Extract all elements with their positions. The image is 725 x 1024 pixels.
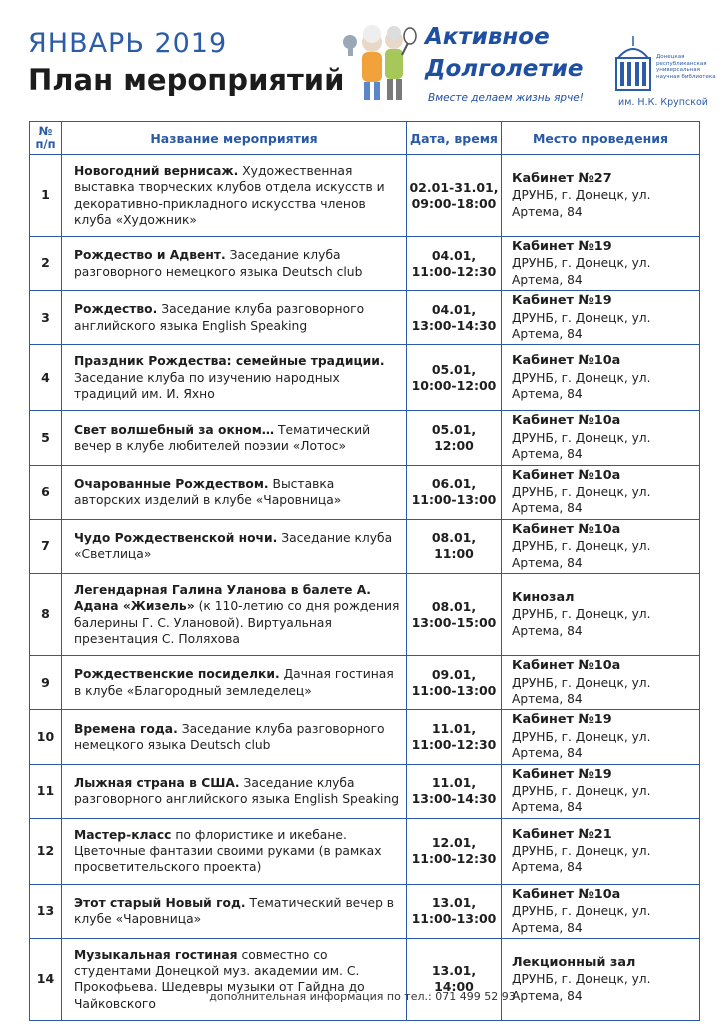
event-title: Рождество и Адвент.: [74, 248, 226, 263]
event-date-day: 05.01,: [431, 422, 477, 438]
elderly-couple-illustration: [342, 20, 420, 104]
event-date-day: 04.01,: [431, 247, 477, 263]
event-place: [502, 710, 700, 764]
event-room: Кабинет №19: [512, 712, 612, 728]
event-date-time: 11:00-13:00: [411, 682, 497, 698]
event-title: Рождественские посиделки.: [74, 667, 280, 682]
event-date: [407, 237, 502, 291]
event-room: Кабинет №19: [512, 239, 612, 254]
page-title: План мероприятий: [28, 63, 345, 97]
table-row: [30, 345, 700, 411]
event-address: ДРУНБ, г. Донецк, ул. Артема, 84: [512, 729, 651, 761]
event-description: Художественная выставка творческих клубов отдела искусств и декоративно-прикладного искусства членов клуба «Художник»: [74, 163, 385, 227]
event-address: ДРУНБ, г. Донецк, ул. Артема, 84: [512, 370, 651, 402]
event-name: [62, 155, 407, 237]
event-description: Тематический вечер в клубе любителей поэзии «Лотос»: [74, 422, 371, 454]
event-place: [502, 818, 700, 884]
row-number: 5: [30, 411, 62, 465]
event-date-time: 13:00-14:30: [411, 791, 497, 807]
header-num: [30, 122, 62, 155]
month-title: ЯНВАРЬ 2019: [28, 28, 228, 59]
event-address: ДРУНБ, г. Донецк, ул. Артема, 84: [512, 256, 651, 287]
event-date: [407, 291, 502, 345]
event-room: Кабинет №10а: [512, 467, 621, 483]
event-name: [62, 411, 407, 465]
event-description: по флористике и икебане. Цветочные фантазии своими руками (в рамках просветительского проекта): [74, 827, 382, 875]
event-place: [502, 884, 700, 938]
event-date-day: 05.01,: [431, 361, 477, 377]
event-date-day: 12.01,: [431, 835, 477, 851]
row-number: 8: [30, 574, 62, 656]
event-date: [407, 938, 502, 1020]
row-number: 12: [30, 818, 62, 884]
event-date-time: 14:00: [434, 979, 474, 995]
table-row: [30, 574, 700, 656]
event-name: [62, 884, 407, 938]
table-row: [30, 764, 700, 818]
event-title: Музыкальная гостиная: [74, 947, 238, 962]
events-table-container: [29, 121, 699, 1021]
event-room: Кабинет №10а: [512, 413, 621, 429]
logo-line-1: Активное: [425, 24, 550, 50]
event-description: Заседание клуба «Светлица»: [74, 531, 393, 562]
event-room: Кабинет №10а: [512, 886, 621, 902]
event-date-day: 06.01,: [431, 476, 477, 492]
event-name: [62, 519, 407, 573]
event-address: ДРУНБ, г. Донецк, ул. Артема, 84: [512, 607, 651, 638]
row-number: 14: [30, 938, 62, 1020]
row-number: 7: [30, 519, 62, 573]
event-description: совместно со студентами Донецкой муз. академии им. С. Прокофьева. Шедевры музыки от Гайдна до Чайковского: [74, 947, 365, 1011]
event-date-time: 13:00-14:30: [411, 317, 497, 333]
table-row: [30, 465, 700, 519]
event-date: [407, 764, 502, 818]
row-number: 11: [30, 764, 62, 818]
event-room: Кабинет №10а: [512, 353, 621, 369]
event-date-day: 11.01,: [431, 720, 477, 736]
event-date-day: 08.01,: [431, 598, 477, 614]
event-room: Кабинет №19: [512, 293, 612, 309]
event-title: Праздник Рождества: семейные традиции.: [74, 354, 385, 369]
event-title: Чудо Рождественской ночи.: [74, 531, 278, 546]
event-address: ДРУНБ, г. Донецк, ул. Артема, 84: [512, 485, 651, 516]
event-title: Легендарная Галина Уланова в балете А. Адана «Жизель»: [74, 582, 371, 614]
event-room: Кабинет №10а: [512, 521, 621, 537]
event-place: [502, 764, 700, 818]
event-date-time: 11:00-12:30: [411, 851, 497, 867]
table-row: [30, 519, 700, 573]
table-row: [30, 155, 700, 237]
event-date: [407, 519, 502, 573]
header-date: Дата, время: [407, 122, 502, 155]
event-room: Лекционный зал: [512, 954, 636, 970]
event-date-time: 09:00-18:00: [411, 195, 497, 211]
event-title: Свет волшебный за окном…: [74, 422, 275, 437]
event-address: ДРУНБ, г. Донецк, ул. Артема, 84: [512, 539, 651, 570]
event-date: [407, 155, 502, 237]
event-date: [407, 345, 502, 411]
event-place: [502, 291, 700, 345]
event-title: Этот старый Новый год.: [74, 895, 246, 910]
event-place: [502, 938, 700, 1020]
row-number: 13: [30, 884, 62, 938]
row-number: 1: [30, 155, 62, 237]
event-title: Времена года.: [74, 721, 178, 736]
footer-contact: дополнительная информация по тел.: 071 499 52 93: [209, 990, 516, 1003]
event-name: [62, 345, 407, 411]
event-date: [407, 884, 502, 938]
row-number: 3: [30, 291, 62, 345]
event-name: [62, 237, 407, 291]
events-table: [29, 121, 700, 1021]
event-date-day: 13.01,: [431, 963, 477, 979]
event-date: [407, 411, 502, 465]
event-room: Кабинет №10а: [512, 658, 621, 674]
event-name: [62, 710, 407, 764]
table-row: [30, 237, 700, 291]
event-date-time: 13:00-15:00: [411, 614, 497, 630]
table-row: [30, 938, 700, 1020]
header-num-line1: №: [38, 124, 53, 138]
event-description: Заседание клуба разговорного немецкого языка Deutsch club: [74, 721, 385, 752]
event-address: ДРУНБ, г. Донецк, ул. Артема, 84: [512, 844, 651, 875]
event-date-time: 10:00-12:00: [411, 377, 497, 393]
event-description: Выставка авторских изделий в клубе «Чаровница»: [74, 476, 342, 508]
event-place: [502, 411, 700, 465]
library-logo: [608, 34, 718, 108]
table-row: [30, 411, 700, 465]
event-date-day: 04.01,: [431, 301, 477, 317]
event-place: [502, 345, 700, 411]
event-address: ДРУНБ, г. Донецк, ул. Артема, 84: [512, 188, 651, 219]
event-address: ДРУНБ, г. Донецк, ул. Артема, 84: [512, 972, 651, 1003]
event-title: Лыжная страна в США.: [74, 775, 240, 790]
event-date-day: 11.01,: [431, 775, 477, 791]
event-date-time: 12:00: [434, 438, 474, 454]
event-date: [407, 574, 502, 656]
row-number: 9: [30, 656, 62, 710]
event-name: [62, 291, 407, 345]
event-name: [62, 574, 407, 656]
event-place: [502, 465, 700, 519]
page-header: [0, 0, 725, 118]
event-place: [502, 656, 700, 710]
event-date: [407, 465, 502, 519]
row-number: 10: [30, 710, 62, 764]
event-name: [62, 465, 407, 519]
event-title: Очарованные Рождеством.: [74, 476, 269, 491]
event-date-day: 13.01,: [431, 895, 477, 911]
event-address: ДРУНБ, г. Донецк, ул. Артема, 84: [512, 783, 651, 815]
header-name: Название мероприятия: [62, 122, 407, 155]
event-date-time: 11:00: [434, 546, 474, 562]
event-name: [62, 656, 407, 710]
event-title: Новогодний вернисаж.: [74, 163, 239, 178]
event-date-day: 08.01,: [431, 530, 477, 546]
library-full-name: Донецкая республиканская универсальная научная библиотека: [656, 54, 716, 80]
library-building-icon: [610, 34, 656, 94]
table-row: [30, 884, 700, 938]
event-title: Мастер-класс: [74, 827, 172, 842]
event-room: Кабинет №21: [512, 826, 612, 842]
event-address: ДРУНБ, г. Донецк, ул. Артема, 84: [512, 430, 651, 462]
event-date-time: 11:00-12:30: [411, 263, 497, 279]
event-address: ДРУНБ, г. Донецк, ул. Артема, 84: [512, 310, 651, 342]
event-date-time: 11:00-13:00: [411, 492, 497, 508]
event-date: [407, 656, 502, 710]
event-date-time: 11:00-12:30: [411, 736, 497, 752]
table-row: [30, 656, 700, 710]
event-title: Рождество.: [74, 302, 158, 317]
event-place: [502, 574, 700, 656]
event-name: [62, 818, 407, 884]
library-name: им. Н.К. Крупской: [618, 97, 708, 108]
header-place: Место проведения: [502, 122, 700, 155]
event-place: [502, 155, 700, 237]
table-header-row: [30, 122, 700, 155]
event-description: Заседание клуба разговорного английского языка English Speaking: [74, 302, 365, 333]
event-room: Кабинет №27: [512, 170, 612, 186]
header-num-line2: п/п: [35, 137, 56, 151]
event-name: [62, 938, 407, 1020]
event-description: Заседание клуба разговорного английского языка English Speaking: [74, 775, 400, 807]
event-description: Дачная гостиная в клубе «Благородный земледелец»: [74, 667, 394, 698]
row-number: 2: [30, 237, 62, 291]
event-date-time: 11:00-13:00: [411, 911, 497, 927]
event-date: [407, 818, 502, 884]
logo-line-2: Долголетие: [425, 56, 584, 82]
event-date-day: 02.01-31.01,: [409, 179, 499, 195]
event-date: [407, 710, 502, 764]
table-row: [30, 818, 700, 884]
table-row: [30, 710, 700, 764]
logo-tagline: Вместе делаем жизнь ярче!: [428, 92, 584, 104]
event-description: (к 110-летию со дня рождения балерины Г. С. Улановой). Виртуальная презентация С. Поляхова: [74, 599, 400, 646]
event-description: Заседание клуба разговорного немецкого языка Deutsch club: [74, 248, 363, 279]
event-place: [502, 519, 700, 573]
event-place: [502, 237, 700, 291]
event-date-day: 09.01,: [431, 666, 477, 682]
event-description: Заседание клуба по изучению народных традиций им. И. Яхно: [74, 370, 340, 402]
event-room: Кабинет №19: [512, 766, 612, 782]
event-address: ДРУНБ, г. Донецк, ул. Артема, 84: [512, 675, 651, 706]
event-name: [62, 764, 407, 818]
event-room: Кинозал: [512, 589, 575, 605]
row-number: 6: [30, 465, 62, 519]
row-number: 4: [30, 345, 62, 411]
event-description: Тематический вечер в клубе «Чаровница»: [74, 895, 395, 927]
active-longevity-logo: [425, 24, 593, 108]
table-row: [30, 291, 700, 345]
event-address: ДРУНБ, г. Донецк, ул. Артема, 84: [512, 904, 651, 935]
